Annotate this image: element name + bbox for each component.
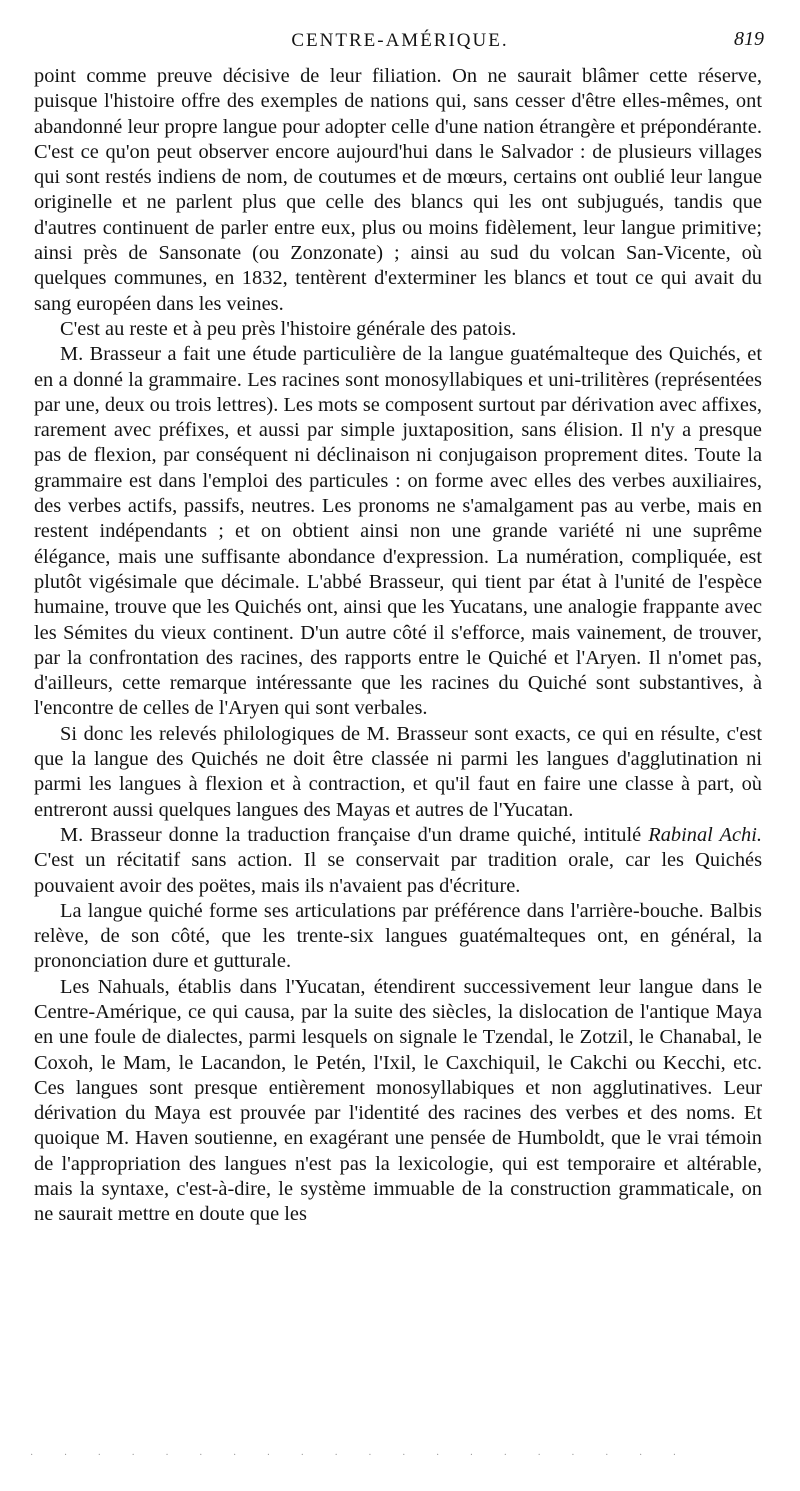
paragraph-7: Les Nahuals, établis dans l'Yucatan, étendirent successivement leur langue dans le Centre-Amérique, ce qui causa, par la suite des siècles, la dislocation de l'antique Maya en une foule de dialectes, parmi lesquels on signale le Tzendal, le Zotzil, le Chanabal, le Coxoh, le Mam, le Lacandon, le Petén, l'Ixil, le Caxchiquil, le Cakchi ou Kecchi, etc. Ces langues sont presque entièrement monosyllabiques et non agglutinatives. Leur dérivation du Maya est prouvée par l'identité des racines des verbes et des noms. Et quoique M. Haven soutienne, en exagérant une pensée de Humboldt, que le vrai témoin de l'appropriation des langues n'est pas la lexicologie, qui est temporaire et altérable, mais la syntaxe, c'est-à-dire, le système immuable de la construction grammaticale, on ne saurait mettre en doute que les — [34, 975, 762, 1226]
page-header — [0, 28, 800, 58]
page-number: 819 — [734, 28, 764, 50]
paragraph-5-text-before: M. Brasseur donne la traduction française d'un drame quiché, intitulé — [60, 823, 649, 846]
running-head: CENTRE-AMÉRIQUE. — [291, 30, 509, 51]
paragraph-6: La langue quiché forme ses articulations par préférence dans l'arrière-bouche. Balbis relève, de son côté, que les trente-six langues guatémalteques ont, en général, la prononciation dure et gutturale. — [34, 899, 762, 973]
body-text — [34, 64, 762, 1228]
paragraph-5-text-after: C'est un récitatif sans action. Il se conservait par tradition orale, car les Quichés pouvaient avoir des poëtes, mais ils n'avaient pas d'écriture. — [34, 849, 762, 897]
paragraph-2: C'est au reste et à peu près l'histoire générale des patois. — [60, 317, 517, 340]
paragraph-3: M. Brasseur a fait une étude particulière de la langue guatémalteque des Quichés, et en a donné la grammaire. Les racines sont monosyllabiques et uni-trilitères (représentées par une, deux ou trois lettres). Les mots se composent surtout par dérivation avec affixes, rarement avec préfixes, et aussi par simple juxtaposition, sans élision. Il n'y a presque pas de flexion, par conséquent ni déclinaison ni conjugaison proprement dites. Toute la grammaire est dans l'emploi des particules : on forme avec elles des verbes auxiliaires, des verbes actifs, passifs, neutres. Les pronoms ne s'amalgament pas au verbe, mais en restent indépendants ; et on obtient ainsi non une grande variété ni une suprême élégance, mais une suffisante abondance d'expression. La numération, compliquée, est plutôt vigésimale que décimale. L'abbé Brasseur, qui tient par état à l'unité de l'espèce humaine, trouve que les Quichés ont, ainsi que les Yucatans, une analogie frappante avec les Sémites du vieux continent. D'un autre côté il s'efforce, mais vainement, de trouver, par la confrontation des racines, des rapports entre le Quiché et l'Aryen. Il n'omet pas, d'ailleurs, cette remarque intéressante que les racines du Quiché sont substantives, à l'encontre de celles de l'Aryen qui sont verbales. — [34, 343, 762, 720]
paragraph-4: Si donc les relevés philologiques de M. Brasseur sont exacts, ce qui en résulte, c'est que la langue des Quichés ne doit être classée ni parmi les langues d'agglutination ni parmi les langues à flexion et à contraction, et qu'il faut en faire une classe à part, où entreront aussi quelques langues des Mayas et autres de l'Yucatan. — [34, 722, 762, 821]
paragraph-5 — [34, 823, 762, 899]
scan-noise-marks: · · · · · · · · · · · · · · · · · · · · — [30, 1450, 691, 1456]
drama-title: Rabinal Achi. — [648, 823, 762, 846]
paragraph-1: point comme preuve décisive de leur filiation. On ne saurait blâmer cette réserve, puisque l'histoire offre des exemples de nations qui, sans cesser d'être elles-mêmes, ont abandonné leur propre langue pour adopter celle d'une nation étrangère et prépondérante. C'est ce qu'on peut observer encore aujourd'hui dans le Salvador : de plusieurs villages qui sont restés indiens de nom, de coutumes et de mœurs, certains ont oublié leur langue originelle et ne parlent plus que celle des blancs qui les ont subjugués, tandis que d'autres continuent de parler entre eux, plus ou moins fidèlement, leur langue primitive; ainsi près de Sansonate (ou Zonzonate) ; ainsi au sud du volcan San-Vicente, où quelques communes, en 1832, tentèrent d'exterminer les blancs et tout ce qui avait du sang européen dans les veines. — [34, 65, 762, 315]
